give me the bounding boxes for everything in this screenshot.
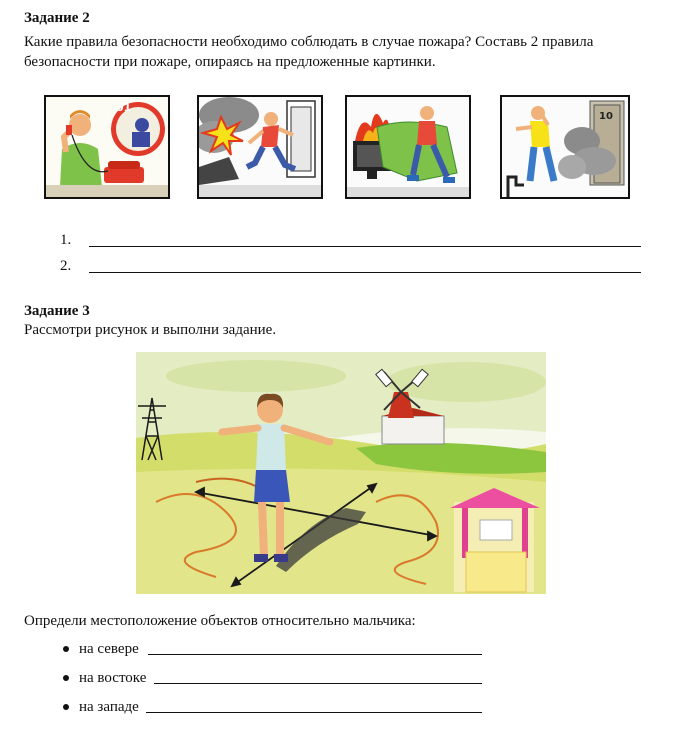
boy-orientation-picture bbox=[136, 352, 546, 594]
picture-cover-fire bbox=[345, 95, 471, 199]
picture-escape-explosion bbox=[197, 95, 323, 199]
picture-escape-smoke bbox=[500, 95, 630, 199]
phone-sign-text: 01 bbox=[116, 101, 132, 114]
bullet-dot bbox=[63, 675, 69, 681]
task2-question-line1: Какие правила безопасности необходимо соблюдать в случае пожара? Составь 2 правила bbox=[24, 34, 594, 50]
task2-title: Задание 2 bbox=[24, 10, 90, 26]
task2-question-line2: безопасности при пожаре, опираясь на предложенные картинки. bbox=[24, 54, 436, 70]
floor-sign-text: 10 bbox=[599, 111, 613, 122]
bullet-label-east: на востоке bbox=[79, 670, 147, 686]
answer-number-1: 1. bbox=[60, 232, 72, 248]
answer-line-east[interactable] bbox=[154, 683, 482, 684]
bullet-dot bbox=[63, 646, 69, 652]
task3-prompt: Определи местоположение объектов относительно мальчика: bbox=[24, 613, 416, 629]
answer-line-north[interactable] bbox=[148, 654, 482, 655]
bullet-label-north: на севере bbox=[79, 641, 139, 657]
answer-line-2[interactable] bbox=[89, 272, 641, 273]
bullet-label-west: на западе bbox=[79, 699, 139, 715]
bullet-dot bbox=[63, 704, 69, 710]
picture-call-fire-service bbox=[44, 95, 170, 199]
answer-number-2: 2. bbox=[60, 258, 72, 274]
task3-instruction: Рассмотри рисунок и выполни задание. bbox=[24, 322, 277, 338]
answer-line-1[interactable] bbox=[89, 246, 641, 247]
answer-line-west[interactable] bbox=[146, 712, 482, 713]
task3-title: Задание 3 bbox=[24, 303, 90, 319]
